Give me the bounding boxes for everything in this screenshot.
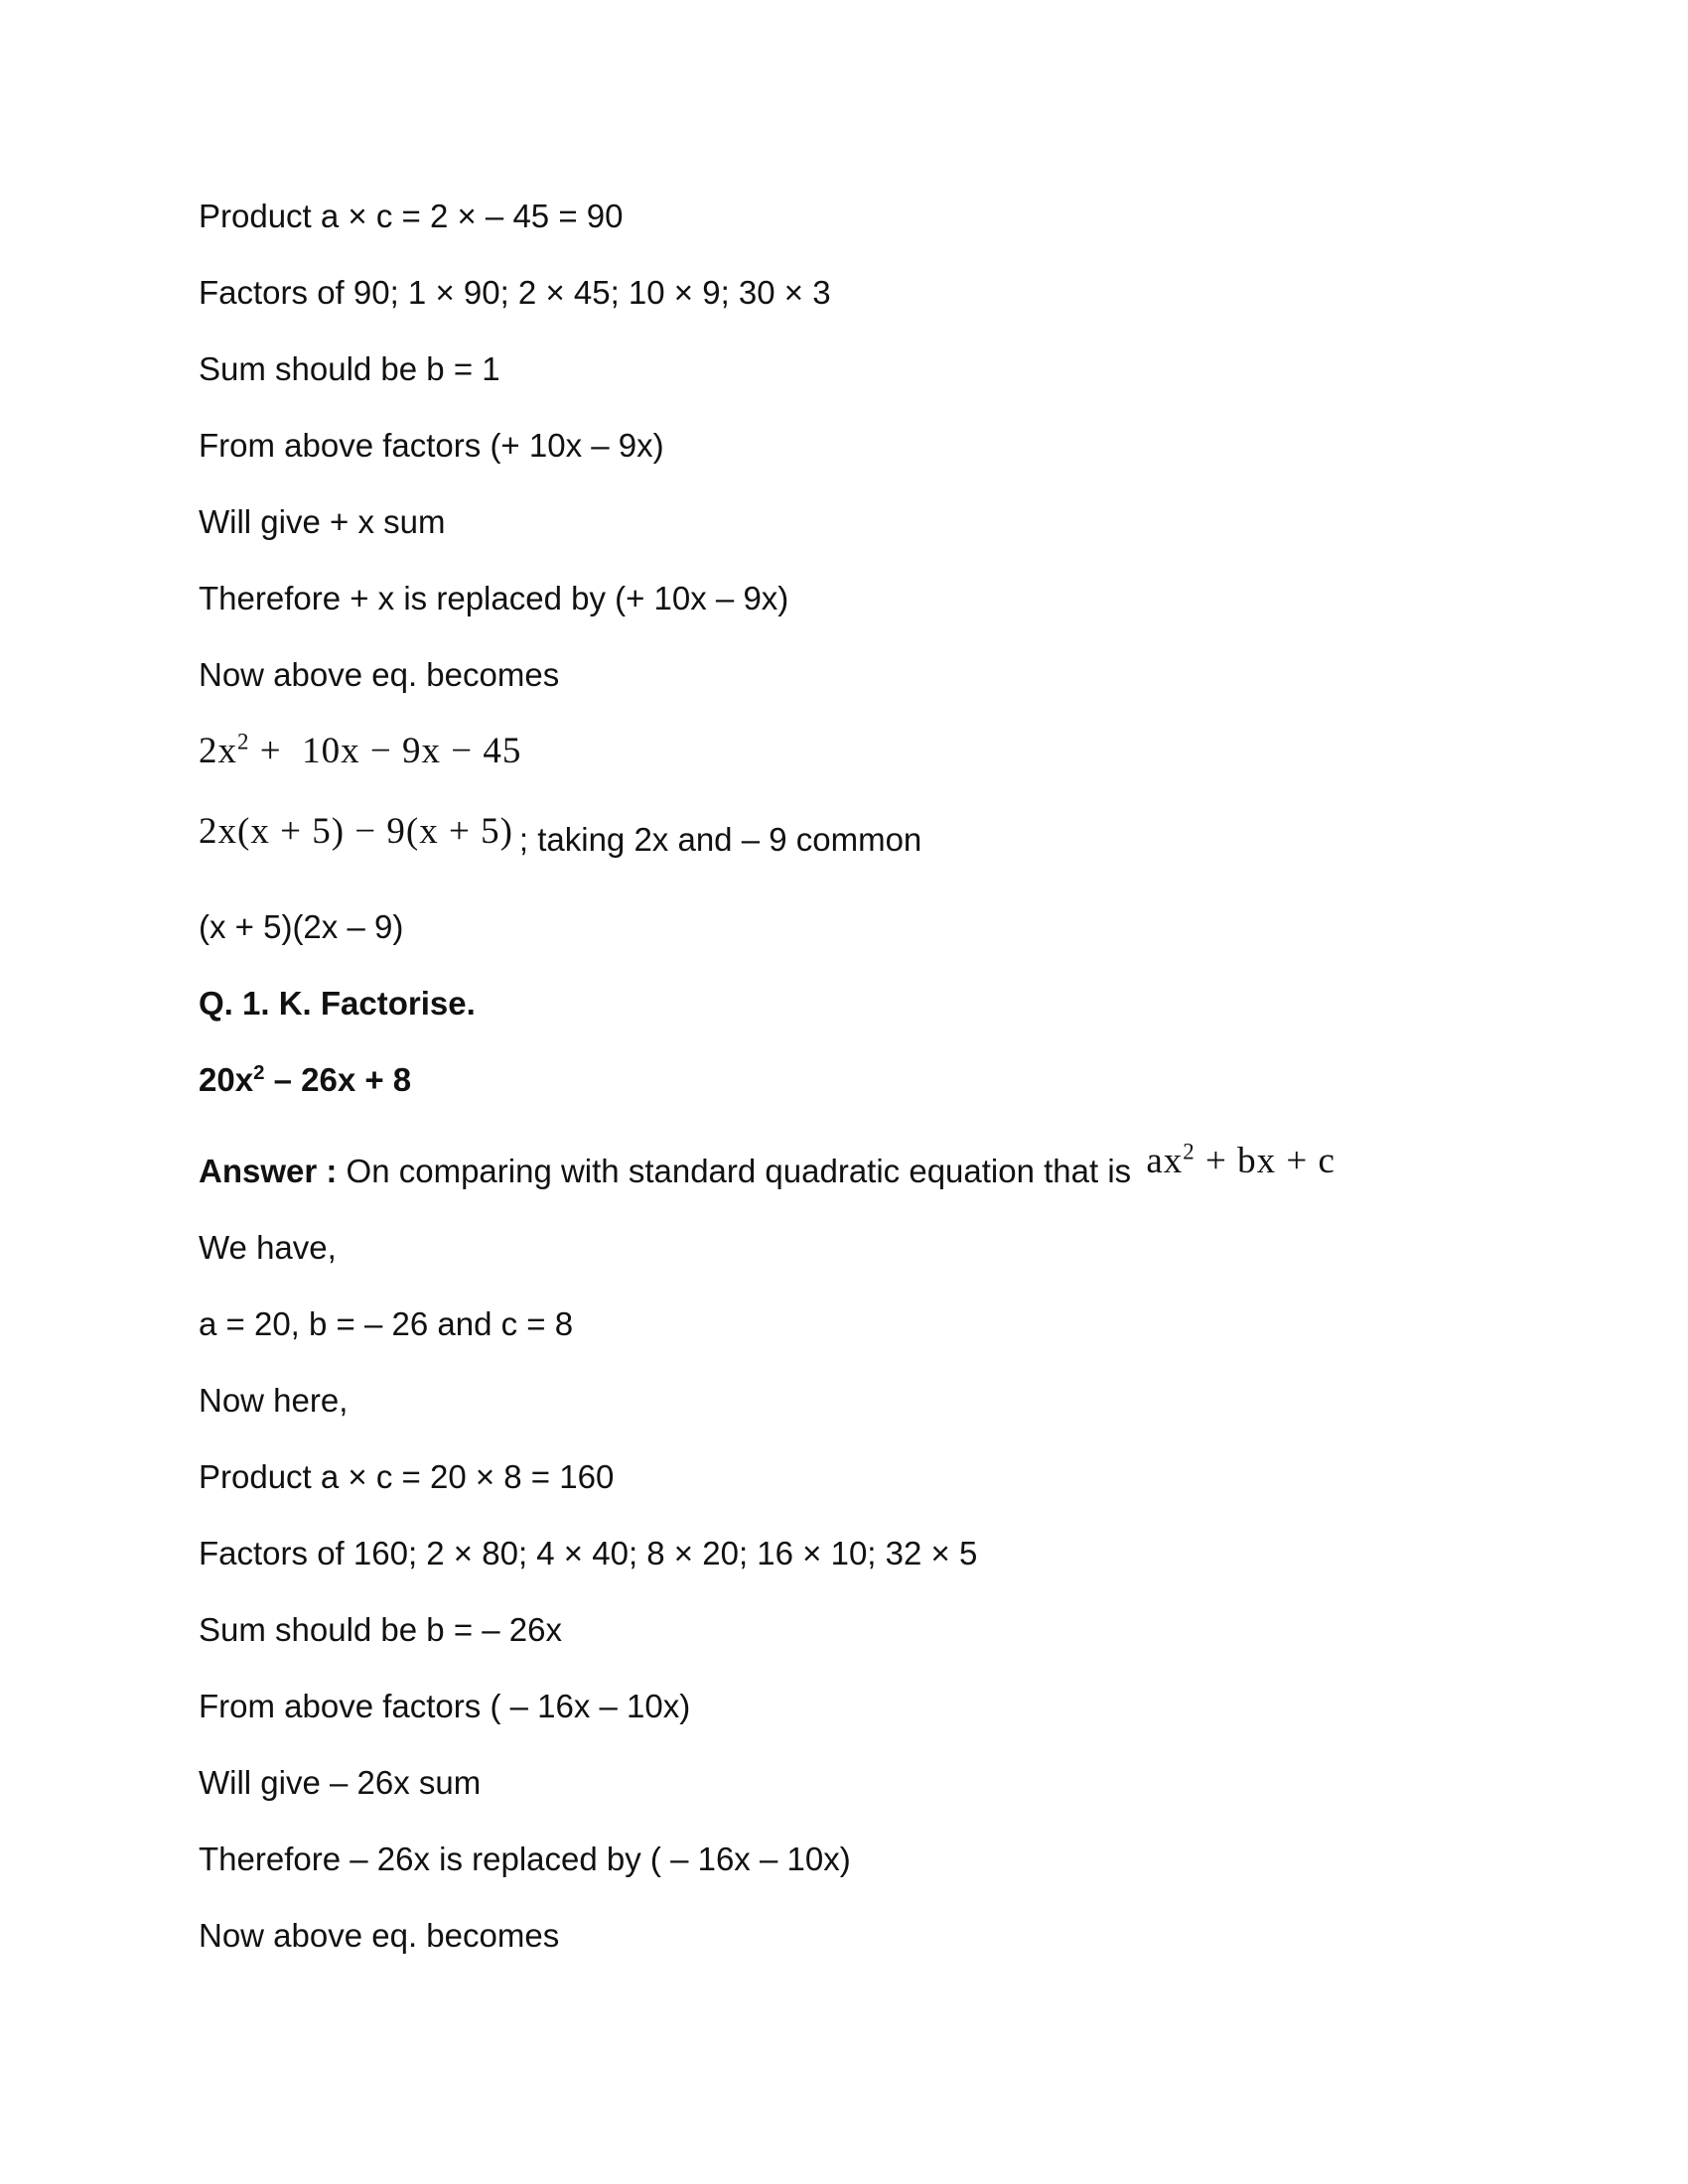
text-line: Now here, bbox=[199, 1382, 349, 1419]
text-line: Sum should be b = 1 bbox=[199, 350, 500, 387]
equation-exponent: 2 bbox=[237, 729, 250, 754]
question-expression bbox=[199, 1060, 411, 1100]
text-line: From above factors ( – 16x – 10x) bbox=[199, 1688, 691, 1724]
equation-term: ax bbox=[1146, 1141, 1184, 1181]
text-line: From above factors (+ 10x – 9x) bbox=[199, 427, 664, 464]
expression-exponent: 2 bbox=[253, 1061, 265, 1084]
text-line: We have, bbox=[199, 1229, 337, 1266]
text-line: Factors of 160; 2 × 80; 4 × 40; 8 × 20; 16 × 10; 32 × 5 bbox=[199, 1535, 978, 1571]
text-line: Now above eq. becomes bbox=[199, 1917, 560, 1954]
text-line: a = 20, b = – 26 and c = 8 bbox=[199, 1305, 574, 1342]
equation-term: + bx + c bbox=[1195, 1141, 1336, 1181]
text-line: Therefore + x is replaced by (+ 10x – 9x) bbox=[199, 580, 789, 616]
equation-term: 2x(x + 5) − 9(x + 5) bbox=[199, 811, 513, 852]
expression-term: 20x bbox=[199, 1061, 254, 1098]
equation-term: + 10x − 9x − 45 bbox=[249, 731, 522, 771]
equation-line bbox=[199, 811, 922, 860]
text-line: Now above eq. becomes bbox=[199, 656, 560, 693]
text-line: (x + 5)(2x – 9) bbox=[199, 908, 404, 945]
text-line: Will give – 26x sum bbox=[199, 1764, 482, 1801]
answer-intro-line bbox=[199, 1139, 1336, 1191]
text-line: Sum should be b = – 26x bbox=[199, 1611, 562, 1648]
answer-intro: On comparing with standard quadratic equation that is bbox=[346, 1153, 1132, 1189]
text-line: Factors of 90; 1 × 90; 2 × 45; 10 × 9; 30 × 3 bbox=[199, 274, 831, 311]
standard-form-equation bbox=[1146, 1141, 1336, 1181]
equation-line bbox=[199, 729, 522, 771]
equation-note: ; taking 2x and – 9 common bbox=[518, 821, 922, 858]
question-title: Q. 1. K. Factorise. bbox=[199, 985, 476, 1022]
answer-label: Answer : bbox=[199, 1153, 338, 1189]
equation-term: 2x bbox=[199, 731, 237, 771]
equation-exponent: 2 bbox=[1183, 1139, 1196, 1164]
text-line: Product a × c = 2 × – 45 = 90 bbox=[199, 198, 624, 234]
text-line: Product a × c = 20 × 8 = 160 bbox=[199, 1458, 615, 1495]
text-line: Will give + x sum bbox=[199, 503, 446, 540]
expression-term: – 26x + 8 bbox=[264, 1061, 412, 1098]
text-line: Therefore – 26x is replaced by ( – 16x – 10x) bbox=[199, 1841, 851, 1877]
